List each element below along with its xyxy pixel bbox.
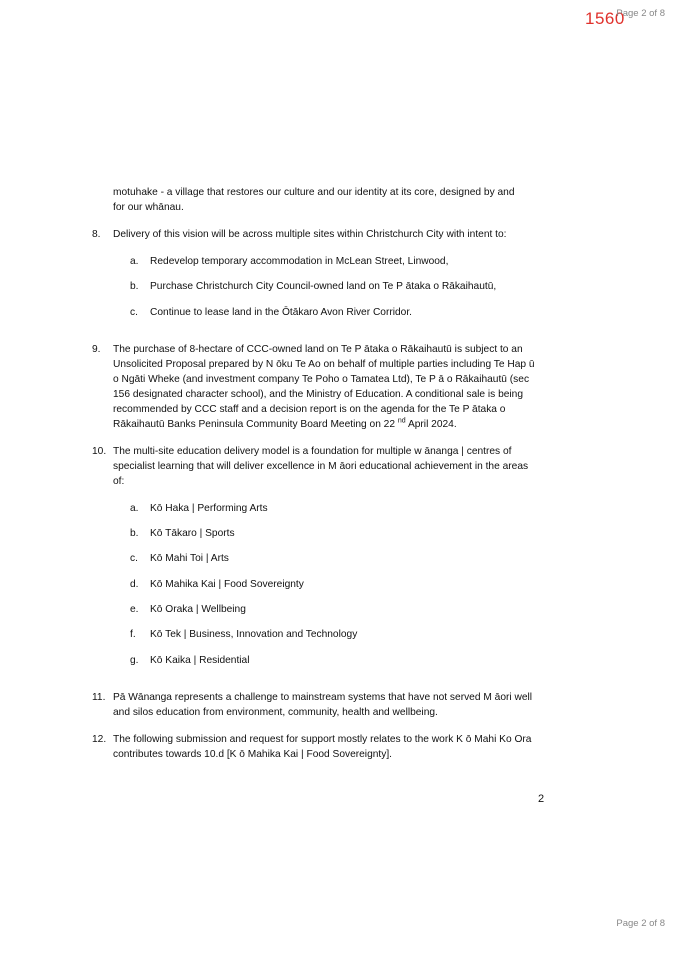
list-item bbox=[92, 279, 550, 304]
text-line: contributes towards 10.d [K ō Mahika Kai | Food Sovereignty]. bbox=[113, 748, 392, 760]
list-text: Kō Mahi Toi | Arts bbox=[150, 553, 229, 565]
text-line: of: bbox=[113, 475, 125, 487]
list-text: Continue to lease land in the Ōtākaro Avon River Corridor. bbox=[150, 306, 413, 318]
submission-number-stamp: 1560 bbox=[585, 9, 625, 28]
paragraph-11 bbox=[92, 690, 550, 720]
paragraph-10 bbox=[92, 444, 550, 489]
list-letter: b. bbox=[130, 528, 139, 540]
list-letter: d. bbox=[130, 578, 139, 590]
list-letter: a. bbox=[130, 256, 139, 267]
text-line: Pā Wānanga represents a challenge to mainstream systems that have not served M āori well bbox=[113, 691, 533, 703]
list-item bbox=[92, 627, 550, 652]
paragraph-10-sublist bbox=[92, 501, 550, 678]
list-letter: e. bbox=[130, 604, 139, 616]
text-line: recommended by CCC staff and a decision report is on the agenda for the Te P ātaka o bbox=[113, 403, 506, 415]
text-line: motuhake - a village that restores our culture and our identity at its core, designed by and bbox=[113, 187, 515, 198]
list-letter: b. bbox=[130, 281, 139, 293]
list-item bbox=[92, 551, 550, 576]
list-item bbox=[92, 254, 550, 279]
list-text: Purchase Christchurch City Council-owned land on Te P ātaka o Rākaihautū, bbox=[150, 281, 497, 293]
paragraph-number: 12. bbox=[92, 733, 107, 745]
text-line: The multi-site education delivery model is a foundation for multiple w ānanga | centres of bbox=[113, 445, 512, 457]
list-item bbox=[92, 501, 550, 526]
superscript: nd bbox=[397, 417, 406, 425]
text-line: specialist learning that will deliver excellence in M āori educational achievement in the areas bbox=[113, 460, 529, 472]
list-text: Kō Oraka | Wellbeing bbox=[150, 604, 246, 616]
list-item bbox=[92, 577, 550, 602]
paragraph-9 bbox=[92, 342, 550, 432]
continued-paragraph bbox=[92, 185, 550, 215]
list-item bbox=[92, 653, 550, 678]
list-text: Kō Tek | Business, Innovation and Technology bbox=[150, 629, 358, 641]
text-line: 156 designated character school), and the Ministry of Education. A conditional sale is being bbox=[113, 388, 524, 400]
text-line: Unsolicited Proposal prepared by N ōku Te Ao on behalf of multiple parties including Te Hap ū bbox=[113, 358, 535, 370]
paragraph-8 bbox=[92, 227, 550, 242]
list-letter: a. bbox=[130, 502, 139, 514]
list-letter: g. bbox=[130, 654, 139, 666]
list-item bbox=[92, 602, 550, 627]
list-letter: c. bbox=[130, 553, 138, 565]
page-indicator-top: Page 2 of 8 bbox=[616, 8, 665, 19]
text-line: o Ngāti Wheke (and investment company Te Poho o Tamatea Ltd), Te P ā o Rākaihautū (sec bbox=[113, 373, 530, 385]
footer-page-number: 2 bbox=[538, 793, 545, 805]
text-line: April 2024. bbox=[407, 418, 457, 430]
paragraph-12 bbox=[92, 732, 550, 762]
text-line: The following submission and request for support mostly relates to the work K ō Mahi Ko Ora bbox=[113, 733, 532, 745]
paragraph-8-sublist bbox=[92, 254, 550, 330]
list-item bbox=[92, 305, 550, 330]
list-letter: c. bbox=[130, 306, 138, 318]
text-line: Rākaihautū Banks Peninsula Community Board Meeting on 22 bbox=[113, 418, 396, 430]
list-text: Kō Kaika | Residential bbox=[150, 654, 250, 666]
list-text: Kō Haka | Performing Arts bbox=[150, 502, 268, 514]
text-line: The purchase of 8-hectare of CCC-owned land on Te P ātaka o Rākaihautū is subject to an bbox=[113, 343, 523, 355]
text-line: for our whānau. bbox=[113, 202, 184, 213]
list-text: Kō Tākaro | Sports bbox=[150, 528, 235, 540]
list-text: Kō Mahika Kai | Food Sovereignty bbox=[150, 578, 304, 590]
page-indicator-bottom: Page 2 of 8 bbox=[616, 918, 665, 929]
paragraph-number: 8. bbox=[92, 229, 101, 240]
list-item bbox=[92, 526, 550, 551]
paragraph-number: 11. bbox=[92, 691, 106, 703]
text-line: and silos education from environment, community, health and wellbeing. bbox=[113, 706, 438, 718]
paragraph-text: Delivery of this vision will be across multiple sites within Christchurch City with intent to: bbox=[113, 229, 507, 240]
document-body bbox=[92, 185, 550, 774]
list-letter: f. bbox=[130, 629, 136, 641]
list-text: Redevelop temporary accommodation in McLean Street, Linwood, bbox=[150, 256, 449, 267]
paragraph-number: 10. bbox=[92, 445, 107, 457]
paragraph-number: 9. bbox=[92, 343, 101, 355]
